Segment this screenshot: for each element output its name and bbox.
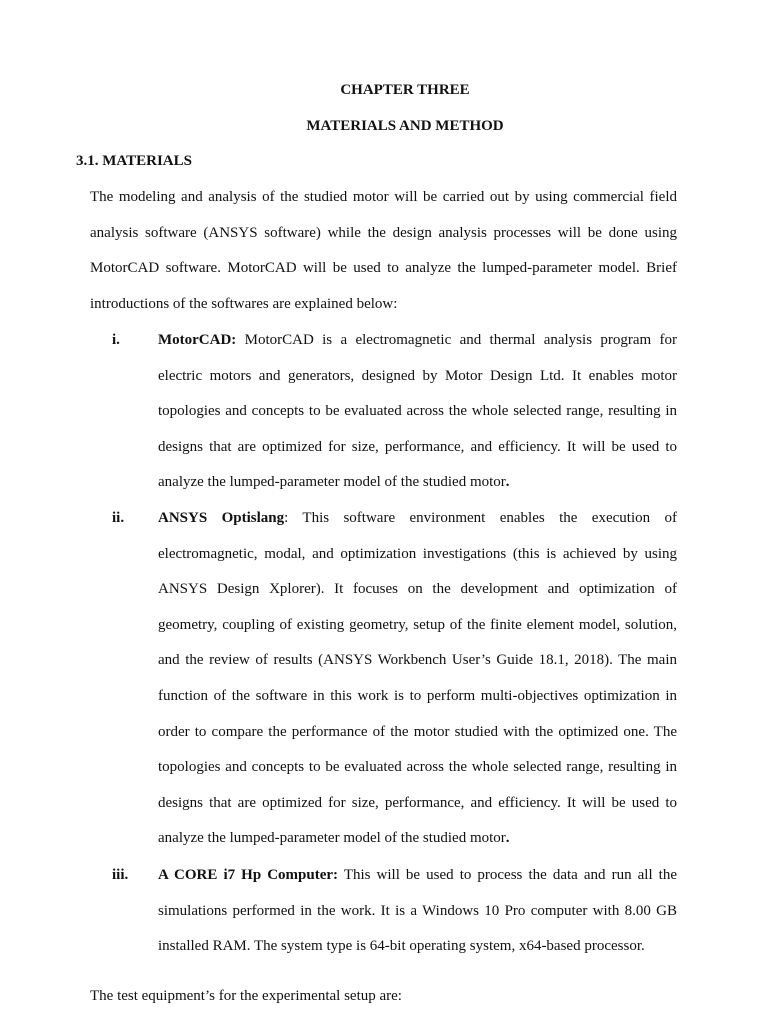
chapter-subtitle: MATERIALS AND METHOD (306, 118, 504, 134)
list-item-body (158, 501, 677, 857)
closing-paragraph: The test equipment’s for the experimental setup are: (90, 988, 402, 1004)
intro-paragraph: The modeling and analysis of the studied motor will be carried out by using commercial field analysis software (ANSYS software) while the design analysis processes will be done using MotorCAD software. MotorCAD will be used to analyze the lumped-parameter model. Brief introductions of the softwares are explained below: (90, 189, 677, 313)
section-heading: 3.1. MATERIALS (76, 153, 192, 169)
list-item-text: : This software environment enables the execution of electromagnetic, modal, and optimization investigations (this is achieved by using ANSYS Design Xplorer). It focuses on the development and optimization of geometry, coupling of existing geometry, setup of the finite element model, solution, and the review of results (ANSYS Workbench User’s Guide 18.1, 2018). The main function of the software in this work is to perform multi-objectives optimization in order to compare the performance of the motor studied with the optimized one. The topologies and concepts to be evaluated across the whole selected range, resulting in designs that are optimized for size, performance, and efficiency. It will be used to analyze the lumped-parameter model of the studied motor (158, 510, 677, 847)
list-item-end: . (505, 474, 510, 491)
list-item-term: MotorCAD: (158, 332, 237, 348)
list-marker: i. (112, 332, 120, 348)
list-item-end: . (505, 830, 510, 847)
list-marker: ii. (112, 510, 125, 526)
list-item-text: This will be used to process the data and run all the simulations performed in the work. It is a Windows 10 Pro computer with 8.00 GB installed RAM. The system type is 64-bit operating system, x64-based processor. (158, 867, 677, 955)
chapter-title: CHAPTER THREE (340, 82, 470, 98)
list-item-body (158, 323, 677, 501)
list-marker: iii. (112, 867, 129, 883)
list-item-body (158, 858, 677, 965)
list-item-term: ANSYS Optislang (158, 510, 285, 526)
list-item-text: MotorCAD is a electromagnetic and thermal analysis program for electric motors and generators, designed by Motor Design Ltd. It enables motor topologies and concepts to be evaluated across the whole selected range, resulting in designs that are optimized for size, performance, and efficiency. It will be used to analyze the lumped-parameter model of the studied motor (158, 332, 677, 491)
list-item-term: A CORE i7 Hp Computer: (158, 867, 339, 883)
